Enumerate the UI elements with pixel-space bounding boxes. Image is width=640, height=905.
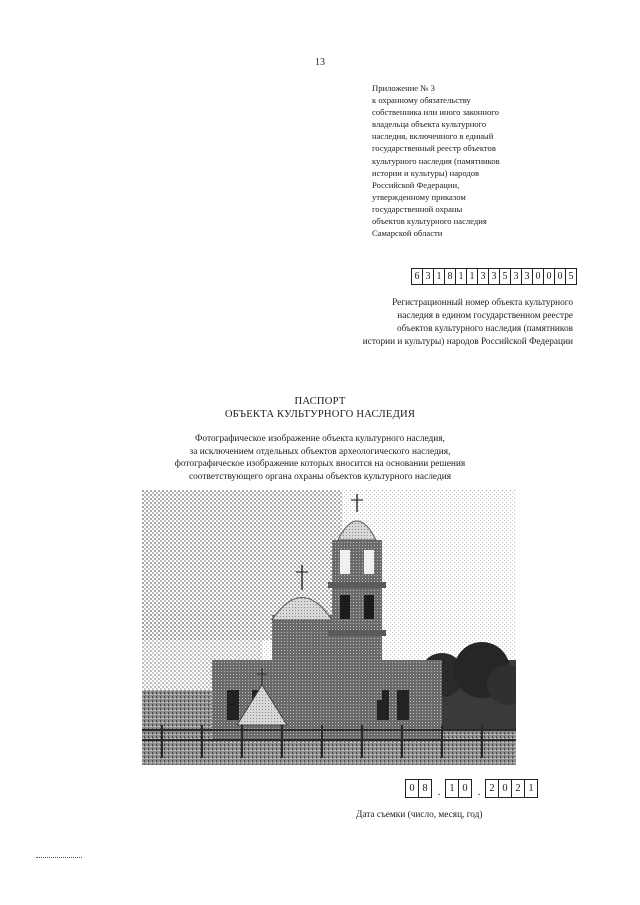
date-digit: 2	[485, 779, 499, 798]
appendix-line: наследия, включенного в единый	[372, 131, 494, 142]
appendix-line: объектов культурного наследия	[372, 216, 487, 227]
document-title	[0, 395, 640, 421]
appendix-line: собственника или иного законного	[372, 107, 499, 118]
registration-digit: 6	[411, 268, 423, 285]
caption-line: за исключением отдельных объектов археологического наследия,	[189, 446, 451, 457]
registration-digit: 3	[477, 268, 489, 285]
date-digit: 1	[445, 779, 459, 798]
registration-digit: 8	[444, 268, 456, 285]
registration-digit: 1	[466, 268, 478, 285]
caption-line: фотографическое изображение которых вносится на основании решения	[174, 459, 466, 470]
caption-line: объектов культурного наследия (памятников	[397, 324, 573, 334]
registration-digit: 0	[543, 268, 555, 285]
registration-digit: 1	[455, 268, 467, 285]
title-line: ПАСПОРТ	[294, 396, 346, 407]
date-digit: 8	[418, 779, 432, 798]
registration-number-caption	[273, 297, 573, 349]
registration-digit: 3	[488, 268, 500, 285]
appendix-line: к охранному обязательству	[372, 95, 471, 106]
registration-digit: 1	[433, 268, 445, 285]
title-line: ОБЪЕКТА КУЛЬТУРНОГО НАСЛЕДИЯ	[224, 409, 416, 420]
date-separator: .	[437, 784, 441, 798]
registration-digit: 0	[532, 268, 544, 285]
appendix-line: государственной охраны	[372, 203, 463, 214]
registration-digit: 0	[554, 268, 566, 285]
photo-caption	[0, 433, 640, 483]
registration-digit: 3	[521, 268, 533, 285]
scan-mark	[36, 857, 82, 858]
date-digit: 0	[458, 779, 472, 798]
survey-date-boxes	[406, 779, 538, 798]
date-digit: 2	[511, 779, 525, 798]
date-digit: 1	[524, 779, 538, 798]
appendix-line: Самарской области	[372, 228, 443, 239]
registration-digit: 3	[422, 268, 434, 285]
caption-line: наследия в едином государственном реестре	[397, 311, 573, 321]
caption-line: соответствующего органа охраны объектов культурного наследия	[188, 471, 452, 482]
appendix-line: культурного наследия (памятников	[372, 155, 500, 166]
caption-line: Фотографическое изображение объекта культурного наследия,	[195, 434, 445, 444]
date-digit: 0	[498, 779, 512, 798]
registration-digit: 3	[510, 268, 522, 285]
registration-digit: 5	[499, 268, 511, 285]
registration-digit: 5	[565, 268, 577, 285]
page-number: 13	[315, 57, 325, 68]
date-digit: 0	[405, 779, 419, 798]
survey-date-caption: Дата съемки (число, месяц, год)	[356, 810, 483, 820]
appendix-line: утвержденному приказом	[372, 191, 466, 202]
registration-number-boxes	[412, 268, 577, 285]
date-separator: .	[477, 784, 481, 798]
appendix-line: Российской Федерации,	[372, 179, 460, 190]
appendix-line: истории и культуры) народов	[372, 167, 480, 178]
appendix-note	[372, 82, 582, 239]
church-photo	[142, 490, 516, 765]
appendix-line: владельца объекта культурного	[372, 119, 487, 130]
caption-line: истории и культуры) народов Российской Федерации	[362, 337, 573, 347]
appendix-line: государственный реестр объектов	[372, 143, 496, 154]
appendix-line: Приложение № 3	[372, 83, 435, 93]
caption-line: Регистрационный номер объекта культурного	[392, 298, 573, 308]
